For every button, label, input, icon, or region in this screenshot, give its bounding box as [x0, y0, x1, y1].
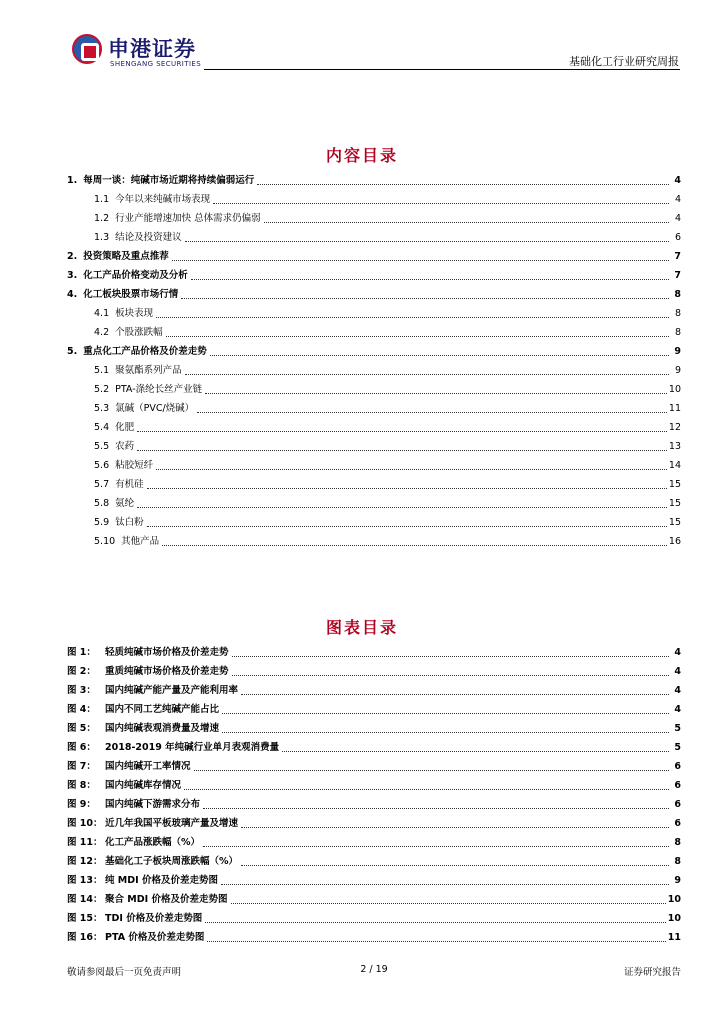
entry-label: 重质纯碱市场价格及价差走势 — [105, 666, 229, 677]
entry-page: 9 — [674, 346, 681, 357]
entry-page: 4 — [674, 685, 681, 696]
figure-entry[interactable] — [67, 928, 681, 947]
figure-entry[interactable] — [67, 890, 681, 909]
entry-page: 16 — [668, 536, 681, 547]
entry-number: 图 9： — [67, 799, 96, 810]
entry-page: 9 — [674, 875, 681, 886]
leader-dots — [222, 732, 669, 733]
entry-page: 15 — [668, 517, 681, 528]
entry-label: 聚合 MDI 价格及价差走势图 — [105, 894, 228, 905]
page-number: 2 / 19 — [360, 964, 388, 975]
toc-entry[interactable] — [67, 342, 681, 361]
entry-label: 国内纯碱产能产量及产能利用率 — [105, 685, 239, 696]
entry-number: 图 3： — [67, 685, 96, 696]
entry-number: 3. — [67, 270, 78, 281]
leader-dots — [207, 941, 665, 942]
leader-dots — [282, 751, 669, 752]
entry-page: 7 — [674, 251, 681, 262]
entry-number: 4. — [67, 289, 78, 300]
entry-page: 11 — [668, 403, 681, 414]
entry-number: 图 1： — [67, 647, 96, 658]
toc-entry[interactable] — [67, 532, 681, 551]
entry-number: 图 4： — [67, 704, 96, 715]
toc-entry[interactable] — [67, 456, 681, 475]
toc-entry[interactable] — [67, 475, 681, 494]
entry-label: 国内纯碱库存情况 — [105, 780, 182, 791]
leader-dots — [137, 431, 667, 432]
entry-page: 8 — [674, 837, 681, 848]
leader-dots — [210, 355, 669, 356]
leader-dots — [194, 770, 669, 771]
figure-entry[interactable] — [67, 814, 681, 833]
entry-number: 图 12： — [67, 856, 103, 867]
header-rule — [204, 69, 680, 70]
entry-page: 15 — [668, 498, 681, 509]
report-name: 基础化工行业研究周报 — [569, 55, 679, 68]
leader-dots — [191, 279, 669, 280]
entry-label: 钛白粉 — [115, 517, 144, 528]
entry-number: 图 5： — [67, 723, 96, 734]
leader-dots — [147, 526, 667, 527]
toc-entry[interactable] — [67, 209, 681, 228]
leader-dots — [257, 184, 669, 185]
toc-entry[interactable] — [67, 190, 681, 209]
entry-page: 6 — [674, 761, 681, 772]
entry-number: 5.9 — [94, 517, 110, 528]
entry-number: 5.8 — [94, 498, 110, 509]
toc-entry[interactable] — [67, 304, 681, 323]
toc-entry[interactable] — [67, 494, 681, 513]
leader-dots — [172, 260, 669, 261]
logo-english-name: SHENGANG SECURITIES — [110, 60, 202, 68]
entry-label: 近几年我国平板玻璃产量及增速 — [105, 818, 239, 829]
entry-label: 今年以来纯碱市场表现 — [115, 194, 211, 205]
entry-label: 氯碱（PVC/烧碱） — [115, 403, 195, 414]
entry-page: 6 — [674, 799, 681, 810]
entry-page: 7 — [674, 270, 681, 281]
leader-dots — [137, 450, 667, 451]
toc-entry[interactable] — [67, 266, 681, 285]
entry-label: 轻质纯碱市场价格及价差走势 — [105, 647, 229, 658]
table-of-contents — [67, 171, 681, 551]
leader-dots — [241, 694, 669, 695]
logo-chinese-name: 申港证券 — [108, 37, 196, 61]
entry-label: 国内纯碱开工率情况 — [105, 761, 191, 772]
entry-label: 粘胶短纤 — [115, 460, 154, 471]
entry-number: 5.1 — [94, 365, 110, 376]
entry-label: TDI 价格及价差走势图 — [105, 913, 203, 924]
entry-number: 5.6 — [94, 460, 110, 471]
toc-title: 内容目录 — [325, 146, 398, 165]
figure-entry[interactable] — [67, 719, 681, 738]
entry-number: 1. — [67, 175, 78, 186]
entry-label: 化工产品价格变动及分析 — [83, 270, 188, 281]
figure-entry[interactable] — [67, 871, 681, 890]
entry-label: 氨纶 — [115, 498, 135, 509]
entry-page: 4 — [674, 194, 681, 205]
entry-label: 投资策略及重点推荐 — [83, 251, 169, 262]
leader-dots — [232, 675, 669, 676]
entry-label: 国内纯碱下游需求分布 — [105, 799, 201, 810]
entry-page: 6 — [674, 780, 681, 791]
entry-page: 4 — [674, 175, 681, 186]
leader-dots — [221, 884, 669, 885]
entry-label: 重点化工产品价格及价差走势 — [83, 346, 207, 357]
leader-dots — [241, 865, 669, 866]
report-type: 证券研究报告 — [623, 967, 681, 978]
entry-label: 化工板块股票市场行情 — [83, 289, 179, 300]
entry-number: 图 16： — [67, 932, 103, 943]
entry-number: 图 10： — [67, 818, 103, 829]
entry-page: 10 — [667, 913, 681, 924]
leader-dots — [185, 241, 669, 242]
entry-page: 8 — [674, 308, 681, 319]
entry-page: 4 — [674, 213, 681, 224]
leader-dots — [213, 203, 669, 204]
entry-page: 6 — [674, 232, 681, 243]
entry-page: 5 — [674, 742, 681, 753]
entry-number: 图 11： — [67, 837, 103, 848]
entry-label: 2018-2019 年纯碱行业单月表观消费量 — [105, 742, 280, 753]
entry-number: 5.4 — [94, 422, 110, 433]
entry-page: 10 — [667, 894, 681, 905]
figure-entry[interactable] — [67, 643, 681, 662]
leader-dots — [264, 222, 669, 223]
leader-dots — [203, 846, 669, 847]
leader-dots — [184, 789, 669, 790]
figure-entry[interactable] — [67, 776, 681, 795]
toc-entry[interactable] — [67, 513, 681, 532]
entry-number: 5.5 — [94, 441, 110, 452]
figure-entry[interactable] — [67, 757, 681, 776]
figure-entry[interactable] — [67, 738, 681, 757]
disclaimer-note: 敬请参阅最后一页免责声明 — [67, 967, 182, 978]
toc-entry[interactable] — [67, 171, 681, 190]
entry-page: 12 — [668, 422, 681, 433]
toc-entry[interactable] — [67, 228, 681, 247]
figure-entry[interactable] — [67, 909, 681, 928]
entry-label: PTA 价格及价差走势图 — [105, 932, 205, 943]
figure-entry[interactable] — [67, 795, 681, 814]
entry-page: 4 — [674, 647, 681, 658]
entry-label: 个股涨跌幅 — [115, 327, 163, 338]
leader-dots — [185, 374, 669, 375]
entry-number: 图 2： — [67, 666, 96, 677]
entry-page: 14 — [668, 460, 681, 471]
entry-label: 国内纯碱表观消费量及增速 — [105, 723, 220, 734]
leader-dots — [147, 488, 667, 489]
leader-dots — [197, 412, 667, 413]
entry-label: 基础化工子板块周涨跌幅（%） — [105, 856, 239, 867]
entry-page: 15 — [668, 479, 681, 490]
figures-title: 图表目录 — [325, 618, 398, 637]
leader-dots — [241, 827, 669, 828]
entry-page: 6 — [674, 818, 681, 829]
leader-dots — [232, 656, 669, 657]
entry-label: 行业产能增速加快 总体需求仍偏弱 — [115, 213, 261, 224]
figure-entry[interactable] — [67, 700, 681, 719]
toc-entry[interactable] — [67, 437, 681, 456]
entry-page: 8 — [674, 327, 681, 338]
leader-dots — [166, 336, 669, 337]
entry-page: 9 — [674, 365, 681, 376]
leader-dots — [231, 903, 666, 904]
entry-label: PTA-涤纶长丝产业链 — [115, 384, 203, 395]
entry-label: 国内不同工艺纯碱产能占比 — [105, 704, 220, 715]
figure-entry[interactable] — [67, 833, 681, 852]
entry-page: 4 — [674, 704, 681, 715]
leader-dots — [205, 922, 666, 923]
toc-entry[interactable] — [67, 285, 681, 304]
entry-label: 聚氨酯系列产品 — [115, 365, 182, 376]
list-of-figures — [67, 643, 681, 947]
entry-number: 1.2 — [94, 213, 110, 224]
toc-entry[interactable] — [67, 418, 681, 437]
figure-entry[interactable] — [67, 662, 681, 681]
entry-label: 纯 MDI 价格及价差走势图 — [105, 875, 218, 886]
leader-dots — [203, 808, 669, 809]
leader-dots — [156, 317, 669, 318]
entry-page: 11 — [667, 932, 681, 943]
figure-entry[interactable] — [67, 681, 681, 700]
leader-dots — [156, 469, 667, 470]
leader-dots — [205, 393, 667, 394]
entry-number: 5.7 — [94, 479, 110, 490]
entry-page: 8 — [674, 289, 681, 300]
entry-number: 图 13： — [67, 875, 103, 886]
toc-entry[interactable] — [67, 323, 681, 342]
entry-label: 结论及投资建议 — [115, 232, 182, 243]
entry-label: 有机硅 — [115, 479, 144, 490]
entry-page: 8 — [674, 856, 681, 867]
entry-number: 5.10 — [94, 536, 116, 547]
entry-number: 图 6： — [67, 742, 96, 753]
entry-label: 每周一谈：纯碱市场近期将持续偏弱运行 — [83, 175, 255, 186]
entry-number: 图 14： — [67, 894, 103, 905]
entry-number: 5.3 — [94, 403, 110, 414]
toc-entry[interactable] — [67, 361, 681, 380]
entry-number: 4.1 — [94, 308, 110, 319]
toc-entry[interactable] — [67, 247, 681, 266]
toc-entry[interactable] — [67, 399, 681, 418]
entry-number: 4.2 — [94, 327, 110, 338]
entry-number: 1.3 — [94, 232, 110, 243]
entry-label: 化工产品涨跌幅（%） — [105, 837, 201, 848]
entry-page: 13 — [668, 441, 681, 452]
leader-dots — [222, 713, 669, 714]
leader-dots — [181, 298, 669, 299]
entry-label: 板块表现 — [115, 308, 154, 319]
entry-label: 化肥 — [115, 422, 135, 433]
figure-entry[interactable] — [67, 852, 681, 871]
entry-label: 其他产品 — [121, 536, 160, 547]
entry-number: 5.2 — [94, 384, 110, 395]
entry-page: 4 — [674, 666, 681, 677]
leader-dots — [162, 545, 667, 546]
leader-dots — [137, 507, 667, 508]
toc-entry[interactable] — [67, 380, 681, 399]
entry-number: 5. — [67, 346, 78, 357]
entry-number: 1.1 — [94, 194, 110, 205]
page-header — [0, 0, 724, 80]
entry-number: 图 15： — [67, 913, 103, 924]
entry-number: 图 8： — [67, 780, 96, 791]
entry-number: 2. — [67, 251, 78, 262]
entry-label: 农药 — [115, 441, 135, 452]
entry-page: 10 — [668, 384, 681, 395]
entry-number: 图 7： — [67, 761, 96, 772]
company-logo-icon — [72, 34, 102, 64]
entry-page: 5 — [674, 723, 681, 734]
